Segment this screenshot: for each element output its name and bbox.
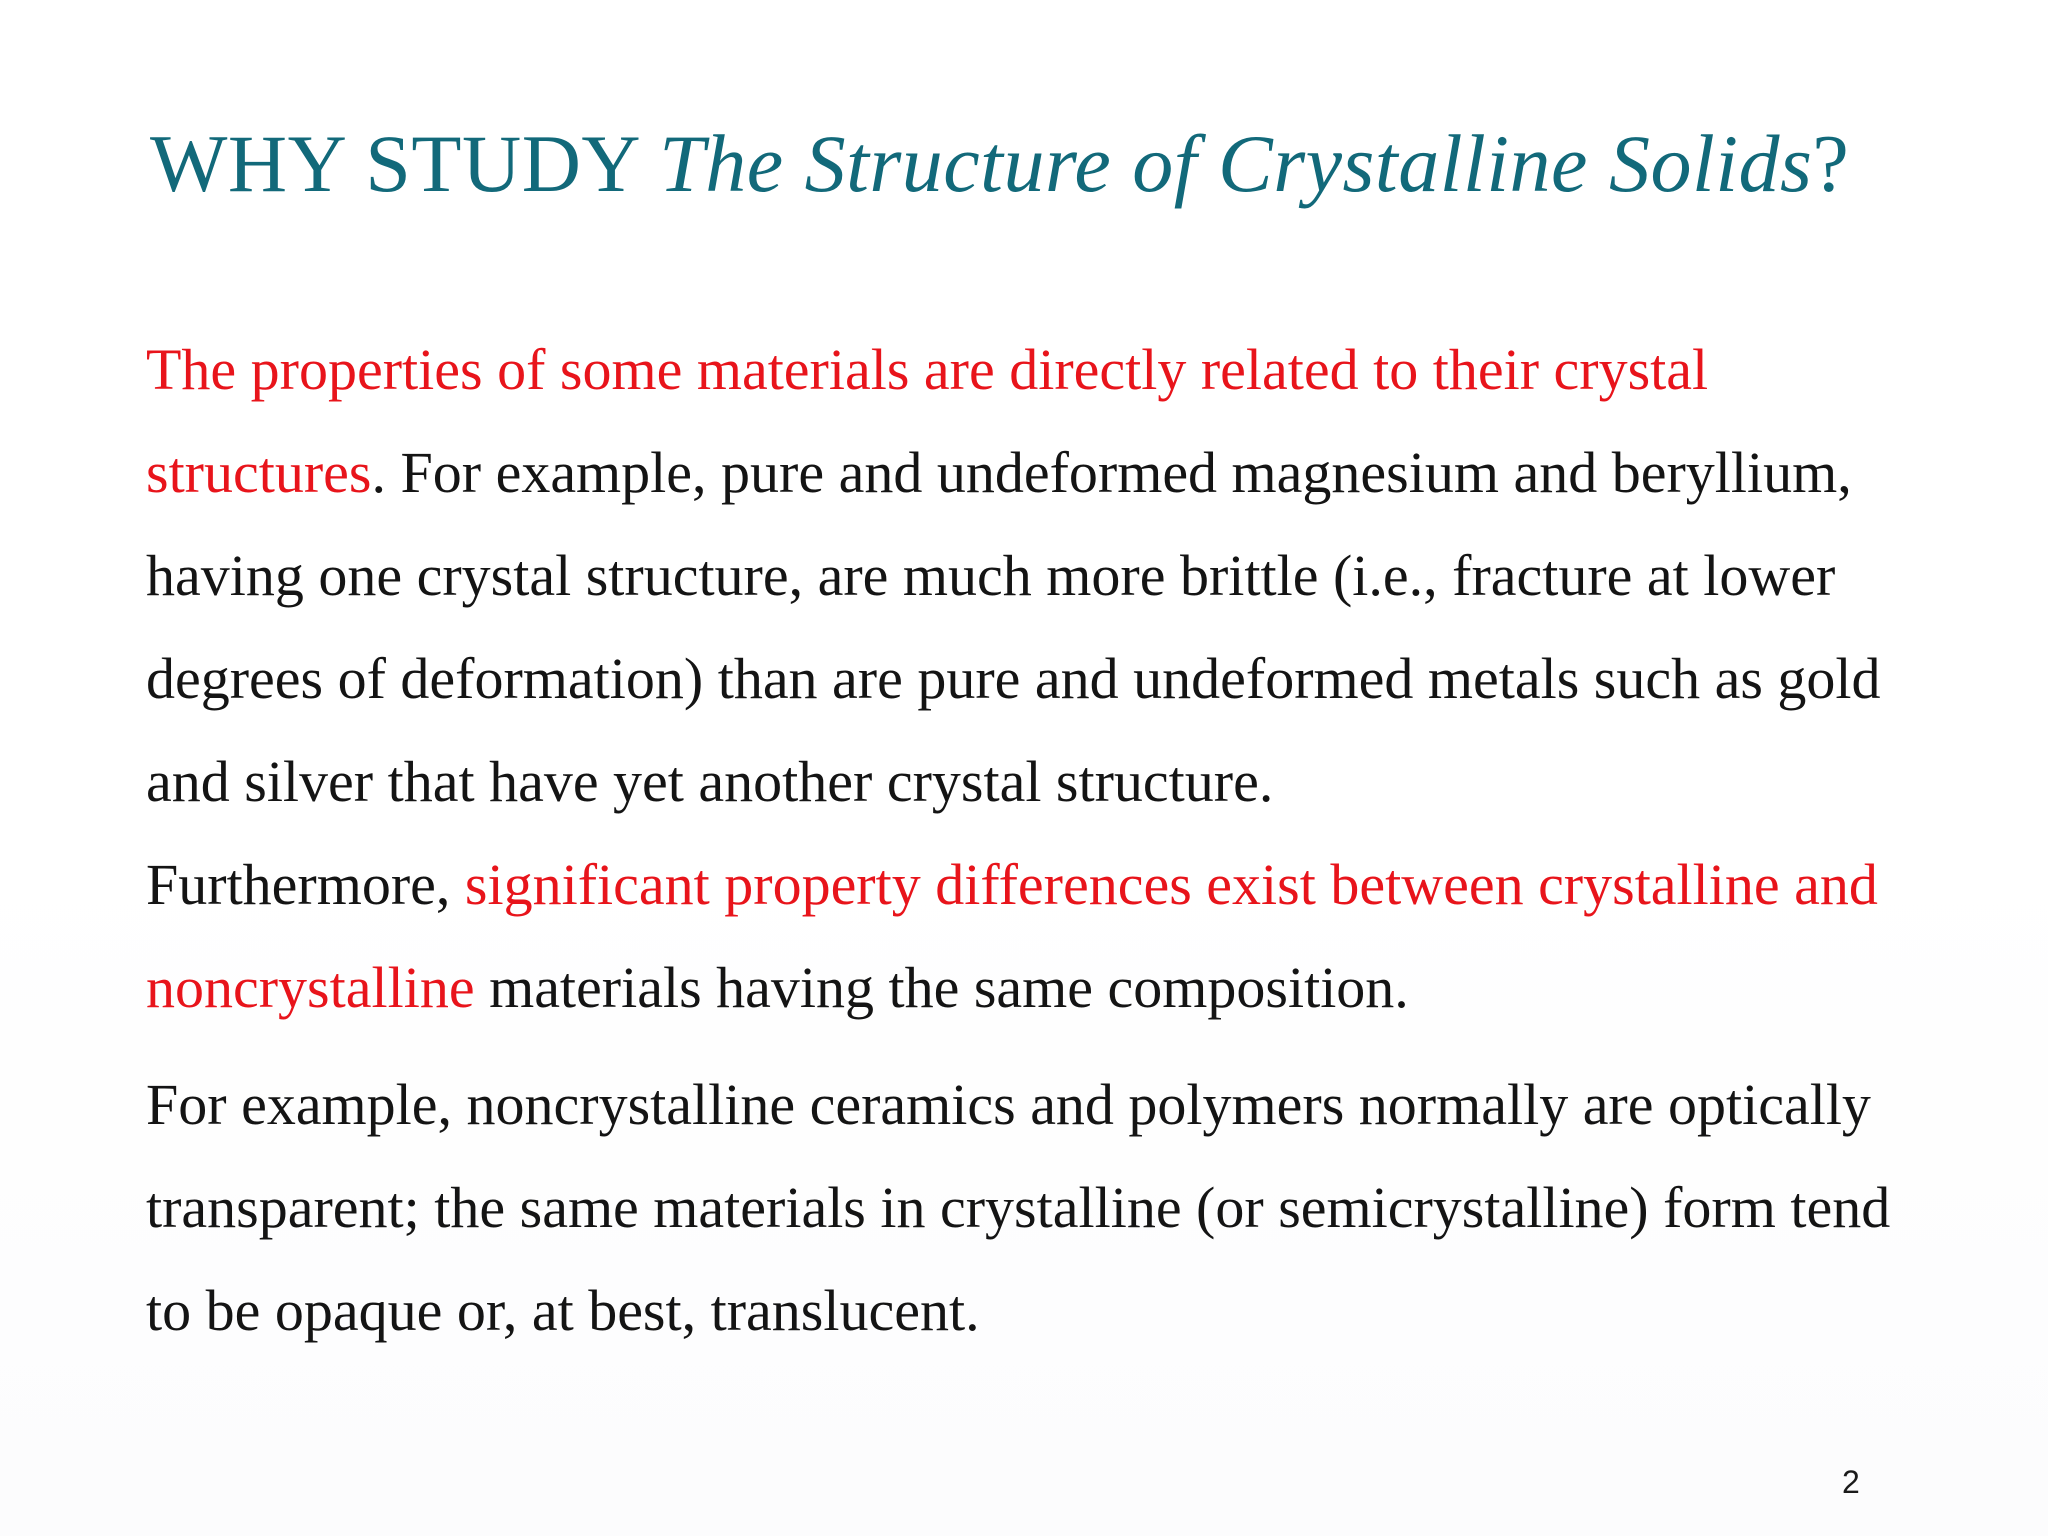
body-text: For example, noncrystalline ceramics and polymers normally are optically: [146, 1072, 1871, 1137]
paragraph-line: [146, 833, 1906, 936]
paragraph-line: [146, 524, 1906, 627]
body-text: having one crystal structure, are much more brittle (i.e., fracture at lower: [146, 543, 1836, 608]
slide-title-italic: The Structure of Crystalline Solids: [659, 118, 1813, 209]
body-text: to be opaque or, at best, translucent.: [146, 1278, 980, 1343]
page-number: 2: [1842, 1464, 1860, 1500]
body-paragraph: [146, 833, 1906, 1039]
highlighted-text: The properties of some materials are directly related to their crystal: [146, 337, 1709, 402]
slide-body: [146, 318, 1906, 1362]
body-text: transparent; the same materials in crystalline (or semicrystalline) form tend: [146, 1175, 1891, 1240]
highlighted-text: noncrystalline: [146, 955, 475, 1020]
body-text: and silver that have yet another crystal structure.: [146, 749, 1274, 814]
paragraph-line: [146, 318, 1906, 421]
slide-title-prefix: WHY STUDY: [150, 118, 660, 209]
body-paragraph: [146, 1053, 1906, 1362]
highlighted-text: structures: [146, 440, 372, 505]
body-text: materials having the same composition.: [474, 955, 1409, 1020]
body-text: . For example, pure and undeformed magnesium and beryllium,: [371, 440, 1852, 505]
body-text: degrees of deformation) than are pure and undeformed metals such as gold: [146, 646, 1881, 711]
paragraph-line: [146, 1259, 1906, 1362]
paragraph-line: [146, 730, 1906, 833]
paragraph-line: [146, 1156, 1906, 1259]
paragraph-line: [146, 936, 1906, 1039]
paragraph-line: [146, 421, 1906, 524]
slide-title-suffix: ?: [1812, 118, 1850, 209]
body-text: Furthermore,: [146, 852, 465, 917]
paragraph-line: [146, 627, 1906, 730]
body-paragraph: [146, 318, 1906, 833]
highlighted-text: significant property differences exist between crystalline and: [464, 852, 1878, 917]
paragraph-line: [146, 1053, 1906, 1156]
slide-title: [150, 115, 1849, 213]
